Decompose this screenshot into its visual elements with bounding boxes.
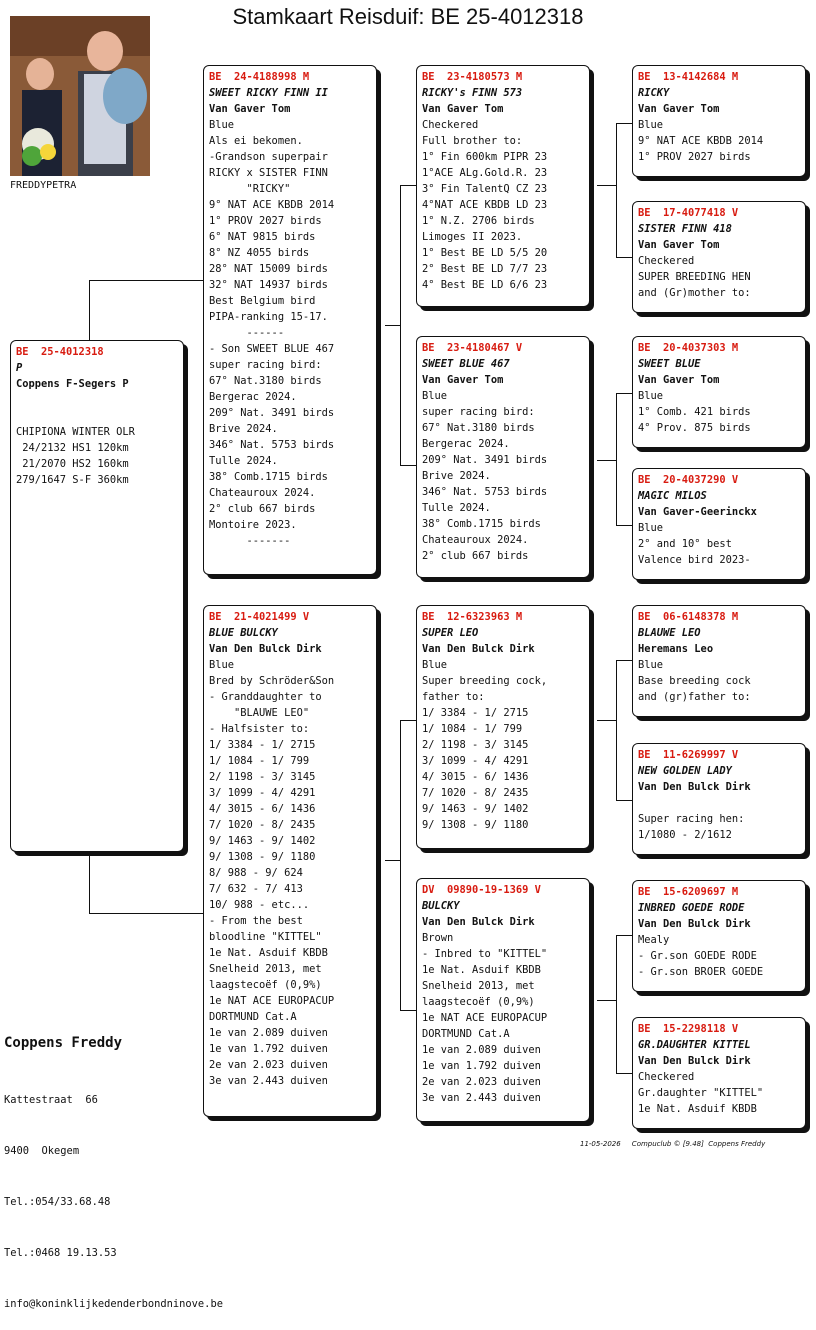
connector xyxy=(400,185,401,465)
note-line: 1e NAT ACE EUROPACUP xyxy=(422,1012,548,1024)
connector xyxy=(616,660,617,800)
note-line: 9/ 1463 - 9/ 1402 xyxy=(422,803,529,815)
note-line: -Grandson superpair xyxy=(209,151,328,163)
note-line: 209° Nat. 3491 birds xyxy=(209,407,335,419)
note-line: 1e van 1.792 duiven xyxy=(422,1060,541,1072)
owner-address-street: Kattestraat 66 xyxy=(4,1094,98,1106)
pigeon-name: INBRED GOEDE RODE xyxy=(638,902,745,914)
connector xyxy=(597,185,616,186)
pigeon-name: RICKY's FINN 573 xyxy=(422,87,523,99)
connector xyxy=(89,280,90,340)
note-line: ------- xyxy=(209,535,291,547)
pigeon-card-subject[interactable] xyxy=(10,340,184,852)
note-line: 8/ 988 - 9/ 624 xyxy=(209,867,303,879)
note-line: 1/ 1084 - 1/ 799 xyxy=(209,755,310,767)
note-line: Snelheid 2013, met xyxy=(209,963,322,975)
note-line: - Son SWEET BLUE 467 xyxy=(209,343,335,355)
note-line: Bergerac 2024. xyxy=(422,438,510,450)
note-line: Valence bird 2023- xyxy=(638,554,751,566)
pigeon-name: SISTER FINN 418 xyxy=(638,223,732,235)
ring-number: BE 13-4142684 M xyxy=(638,71,739,83)
connector xyxy=(89,280,204,281)
pigeon-name: SUPER LEO xyxy=(422,627,479,639)
color-label: Blue xyxy=(422,390,448,402)
pigeon-card-dam-dam[interactable] xyxy=(416,878,590,1122)
note-line: 38° Comb.1715 birds xyxy=(422,518,541,530)
note-line: Tulle 2024. xyxy=(422,502,491,514)
note-line: Chateauroux 2024. xyxy=(209,487,316,499)
breeder-name: Van Den Bulck Dirk xyxy=(638,781,751,793)
connector xyxy=(616,123,617,257)
breeder-name: Heremans Leo xyxy=(638,643,714,655)
note-line: 6° NAT 9815 birds xyxy=(209,231,316,243)
note-line: - Gr.son GOEDE RODE xyxy=(638,950,757,962)
note-line: 7/ 1020 - 8/ 2435 xyxy=(209,819,316,831)
note-line: 279/1647 S-F 360km xyxy=(16,474,129,486)
breeder-name: Van Gaver Tom xyxy=(422,374,504,386)
connector xyxy=(616,393,617,525)
note-line: - Granddaughter to xyxy=(209,691,322,703)
pigeon-card-dam-sire-dam[interactable] xyxy=(632,743,806,855)
color-label: Blue xyxy=(638,390,664,402)
pigeon-card-dam-dam-sire[interactable] xyxy=(632,880,806,992)
connector xyxy=(400,465,416,466)
pigeon-name: P xyxy=(16,362,23,374)
note-line: 21/2070 HS2 160km xyxy=(16,458,129,470)
note-line: Chateauroux 2024. xyxy=(422,534,529,546)
breeder-name: Van Den Bulck Dirk xyxy=(638,1055,751,1067)
note-line: Tulle 2024. xyxy=(209,455,278,467)
breeder-name: Van Den Bulck Dirk xyxy=(422,916,535,928)
connector xyxy=(616,393,632,394)
note-line: 1°ACE ALg.Gold.R. 23 xyxy=(422,167,548,179)
note-line: 1/ 1084 - 1/ 799 xyxy=(422,723,523,735)
pigeon-card-sire[interactable] xyxy=(203,65,377,575)
note-line: CHIPIONA WINTER OLR xyxy=(16,426,135,438)
connector xyxy=(89,852,90,914)
breeder-name: Van Den Bulck Dirk xyxy=(209,643,322,655)
note-line: 2° club 667 birds xyxy=(209,503,316,515)
note-line: 1e van 2.089 duiven xyxy=(422,1044,541,1056)
ring-number: BE 12-6323963 M xyxy=(422,611,523,623)
owner-address-city: 9400 Okegem xyxy=(4,1145,80,1157)
note-line: 9/ 1463 - 9/ 1402 xyxy=(209,835,316,847)
connector xyxy=(616,123,632,124)
note-line: 1° PROV 2027 birds xyxy=(638,151,751,163)
color-label xyxy=(16,392,178,408)
note-line: 3e van 2.443 duiven xyxy=(209,1075,328,1087)
owner-photo xyxy=(10,16,150,176)
connector xyxy=(616,800,632,801)
note-line: Montoire 2023. xyxy=(209,519,297,531)
note-line: Gr.daughter "KITTEL" xyxy=(638,1087,764,1099)
note-line: 3° Fin TalentQ CZ 23 xyxy=(422,183,548,195)
note-line: Bred by Schröder&Son xyxy=(209,675,335,687)
note-line: Brive 2024. xyxy=(209,423,278,435)
color-label: Blue xyxy=(638,119,664,131)
note-line: Snelheid 2013, met xyxy=(422,980,535,992)
connector xyxy=(616,257,632,258)
note-line: 3e van 2.443 duiven xyxy=(422,1092,541,1104)
color-label: Blue xyxy=(209,119,235,131)
pigeon-card-dam-sire-sire[interactable] xyxy=(632,605,806,717)
color-label: Blue xyxy=(422,659,448,671)
pigeon-name: SWEET BLUE 467 xyxy=(422,358,510,370)
note-line: 1° Comb. 421 birds xyxy=(638,406,751,418)
ring-number: BE 06-6148378 M xyxy=(638,611,739,623)
page-title: Stamkaart Reisduif: BE 25-4012318 xyxy=(232,4,584,29)
ring-number: BE 24-4188998 M xyxy=(209,71,310,83)
pigeon-name: SWEET BLUE xyxy=(638,358,701,370)
note-line: 209° Nat. 3491 birds xyxy=(422,454,548,466)
note-line: 1/1080 - 2/1612 xyxy=(638,829,732,841)
note-line: 1e van 1.792 duiven xyxy=(209,1043,328,1055)
note-line: and (gr)father to: xyxy=(638,691,751,703)
ring-number: BE 15-2298118 V xyxy=(638,1023,739,1035)
pigeon-name: NEW GOLDEN LADY xyxy=(638,765,732,777)
note-line: PIPA-ranking 15-17. xyxy=(209,311,328,323)
note-line: 2e van 2.023 duiven xyxy=(209,1059,328,1071)
ring-number: BE 25-4012318 xyxy=(16,346,104,358)
pigeon-name: BLUE BULCKY xyxy=(209,627,278,639)
connector xyxy=(616,1073,632,1074)
note-line: 28° NAT 15009 birds xyxy=(209,263,328,275)
color-label: Checkered xyxy=(638,255,695,267)
note-line: ------ xyxy=(209,327,285,339)
pigeon-name: SWEET RICKY FINN II xyxy=(209,87,328,99)
note-line: 2/ 1198 - 3/ 3145 xyxy=(422,739,529,751)
note-line: Als ei bekomen. xyxy=(209,135,303,147)
note-line: - Gr.son BROER GOEDE xyxy=(638,966,764,978)
color-label: Blue xyxy=(209,659,235,671)
connector xyxy=(616,935,632,936)
note-line: Super breeding cock, xyxy=(422,675,548,687)
note-line: 8° NZ 4055 birds xyxy=(209,247,310,259)
breeder-name: Van Den Bulck Dirk xyxy=(422,643,535,655)
ring-number: BE 21-4021499 V xyxy=(209,611,310,623)
pigeon-name: BLAUWE LEO xyxy=(638,627,701,639)
note-line: and (Gr)mother to: xyxy=(638,287,751,299)
ring-number: BE 23-4180467 V xyxy=(422,342,523,354)
note-line: 1e Nat. Asduif KBDB xyxy=(638,1103,757,1115)
note-line: 2° Best BE LD 7/7 23 xyxy=(422,263,548,275)
note-line: 3/ 1099 - 4/ 4291 xyxy=(422,755,529,767)
note-line: bloodline "KITTEL" xyxy=(209,931,322,943)
ring-number: BE 17-4077418 V xyxy=(638,207,739,219)
note-line: 1e van 2.089 duiven xyxy=(209,1027,328,1039)
note-line: 1e Nat. Asduif KBDB xyxy=(209,947,328,959)
breeder-name: Coppens F-Segers P xyxy=(16,378,129,390)
note-line: 9° NAT ACE KBDB 2014 xyxy=(638,135,764,147)
note-line: 67° Nat.3180 birds xyxy=(209,375,322,387)
note-line: 1° N.Z. 2706 birds xyxy=(422,215,535,227)
note-line: 4° Prov. 875 birds xyxy=(638,422,751,434)
note-line: 1/ 3384 - 1/ 2715 xyxy=(422,707,529,719)
note-line: 1/ 3384 - 1/ 2715 xyxy=(209,739,316,751)
connector xyxy=(400,185,416,186)
note-line: super racing bird: xyxy=(209,359,322,371)
note-line: 1e Nat. Asduif KBDB xyxy=(422,964,541,976)
note-line: 4/ 3015 - 6/ 1436 xyxy=(209,803,316,815)
note-line: 346° Nat. 5753 birds xyxy=(209,439,335,451)
ring-number: BE 20-4037290 V xyxy=(638,474,739,486)
color-label: Blue xyxy=(638,522,664,534)
footer: 11-05-2026 Compuclub © [9.48] Coppens Freddy xyxy=(580,1140,766,1148)
note-line: Full brother to: xyxy=(422,135,523,147)
note-line: 4/ 3015 - 6/ 1436 xyxy=(422,771,529,783)
note-line: 10/ 988 - etc... xyxy=(209,899,310,911)
color-label: Checkered xyxy=(422,119,479,131)
pigeon-name: BULCKY xyxy=(422,900,460,912)
note-line: 346° Nat. 5753 birds xyxy=(422,486,548,498)
note-line: "BLAUWE LEO" xyxy=(209,707,310,719)
pigeon-card-sire-sire-dam[interactable] xyxy=(632,201,806,313)
pigeon-card-sire-dam[interactable] xyxy=(416,336,590,578)
pigeon-card-sire-sire-sire[interactable] xyxy=(632,65,806,177)
color-label: Brown xyxy=(422,932,454,944)
connector xyxy=(597,460,616,461)
color-label xyxy=(638,795,800,811)
note-line: 2e van 2.023 duiven xyxy=(422,1076,541,1088)
note-line: Brive 2024. xyxy=(422,470,491,482)
note-line: RICKY x SISTER FINN xyxy=(209,167,328,179)
note-line: 2/ 1198 - 3/ 3145 xyxy=(209,771,316,783)
color-label: Mealy xyxy=(638,934,670,946)
note-line: 3/ 1099 - 4/ 4291 xyxy=(209,787,316,799)
note-line: 32° NAT 14937 birds xyxy=(209,279,328,291)
note-line: 2° and 10° best xyxy=(638,538,732,550)
connector xyxy=(597,720,616,721)
pigeon-name: GR.DAUGHTER KITTEL xyxy=(638,1039,751,1051)
note-line: 1° PROV 2027 birds xyxy=(209,215,322,227)
note-line: 2° club 667 birds xyxy=(422,550,529,562)
connector xyxy=(597,1000,616,1001)
breeder-name: Van Gaver-Geerinckx xyxy=(638,506,757,518)
ring-number: BE 11-6269997 V xyxy=(638,749,739,761)
ring-number: BE 15-6209697 M xyxy=(638,886,739,898)
connector xyxy=(616,660,632,661)
note-line: - Inbred to "KITTEL" xyxy=(422,948,548,960)
breeder-name: Van Gaver Tom xyxy=(209,103,291,115)
pigeon-card-sire-dam-sire[interactable] xyxy=(632,336,806,448)
connector xyxy=(385,860,400,861)
note-line: DORTMUND Cat.A xyxy=(422,1028,510,1040)
pigeon-card-sire-sire[interactable] xyxy=(416,65,590,307)
connector xyxy=(616,525,632,526)
connector xyxy=(616,935,617,1073)
note-line: laagstecoëf (0,9%) xyxy=(209,979,322,991)
connector xyxy=(400,720,401,1010)
ring-number: BE 23-4180573 M xyxy=(422,71,523,83)
photo-caption: FREDDYPETRA xyxy=(10,180,77,191)
note-line: laagstecoëf (0,9%) xyxy=(422,996,535,1008)
owner-contact xyxy=(4,1058,223,1330)
note-line: Base breeding cock xyxy=(638,675,751,687)
connector xyxy=(400,1010,416,1011)
note-line: DORTMUND Cat.A xyxy=(209,1011,297,1023)
note-line: 1° Best BE LD 5/5 20 xyxy=(422,247,548,259)
note-line: 9° NAT ACE KBDB 2014 xyxy=(209,199,335,211)
note-line: 1° Fin 600km PIPR 23 xyxy=(422,151,548,163)
breeder-name: Van Gaver Tom xyxy=(638,103,720,115)
note-line: 9/ 1308 - 9/ 1180 xyxy=(209,851,316,863)
note-line: 67° Nat.3180 birds xyxy=(422,422,535,434)
color-label: Blue xyxy=(638,659,664,671)
pigeon-name: RICKY xyxy=(638,87,670,99)
pigeon-card-dam[interactable] xyxy=(203,605,377,1117)
connector xyxy=(89,913,204,914)
connector xyxy=(385,325,400,326)
breeder-name: Van Gaver Tom xyxy=(422,103,504,115)
pigeon-name: MAGIC MILOS xyxy=(638,490,707,502)
note-line: 1e NAT ACE EUROPACUP xyxy=(209,995,335,1007)
note-line: Super racing hen: xyxy=(638,813,745,825)
note-line: "RICKY" xyxy=(209,183,291,195)
color-label: Checkered xyxy=(638,1071,695,1083)
pigeon-card-dam-dam-dam[interactable] xyxy=(632,1017,806,1129)
note-line: 9/ 1308 - 9/ 1180 xyxy=(422,819,529,831)
owner-phone: Tel.:054/33.68.48 xyxy=(4,1196,111,1208)
note-line: super racing bird: xyxy=(422,406,535,418)
note-line: 4°NAT ACE KBDB LD 23 xyxy=(422,199,548,211)
note-line: 7/ 632 - 7/ 413 xyxy=(209,883,303,895)
breeder-name: Van Den Bulck Dirk xyxy=(638,918,751,930)
note-line: - From the best xyxy=(209,915,303,927)
note-line xyxy=(16,408,178,424)
note-line: - Halfsister to: xyxy=(209,723,310,735)
owner-mobile: Tel.:0468 19.13.53 xyxy=(4,1247,117,1259)
note-line: father to: xyxy=(422,691,485,703)
note-line: Bergerac 2024. xyxy=(209,391,297,403)
ring-number: BE 20-4037303 M xyxy=(638,342,739,354)
breeder-name: Van Gaver Tom xyxy=(638,374,720,386)
note-line: 4° Best BE LD 6/6 23 xyxy=(422,279,548,291)
note-line: 24/2132 HS1 120km xyxy=(16,442,129,454)
note-line: Best Belgium bird xyxy=(209,295,316,307)
note-line: 38° Comb.1715 birds xyxy=(209,471,328,483)
note-line: SUPER BREEDING HEN xyxy=(638,271,751,283)
pigeon-card-dam-sire[interactable] xyxy=(416,605,590,849)
owner-email[interactable]: info@koninklijkedenderbondninove.be xyxy=(4,1298,223,1310)
note-line: 7/ 1020 - 8/ 2435 xyxy=(422,787,529,799)
breeder-name: Van Gaver Tom xyxy=(638,239,720,251)
note-line: Limoges II 2023. xyxy=(422,231,523,243)
owner-name: Coppens Freddy xyxy=(4,1035,123,1051)
pigeon-card-sire-dam-dam[interactable] xyxy=(632,468,806,580)
ring-number: DV 09890-19-1369 V xyxy=(422,884,541,896)
connector xyxy=(400,720,416,721)
